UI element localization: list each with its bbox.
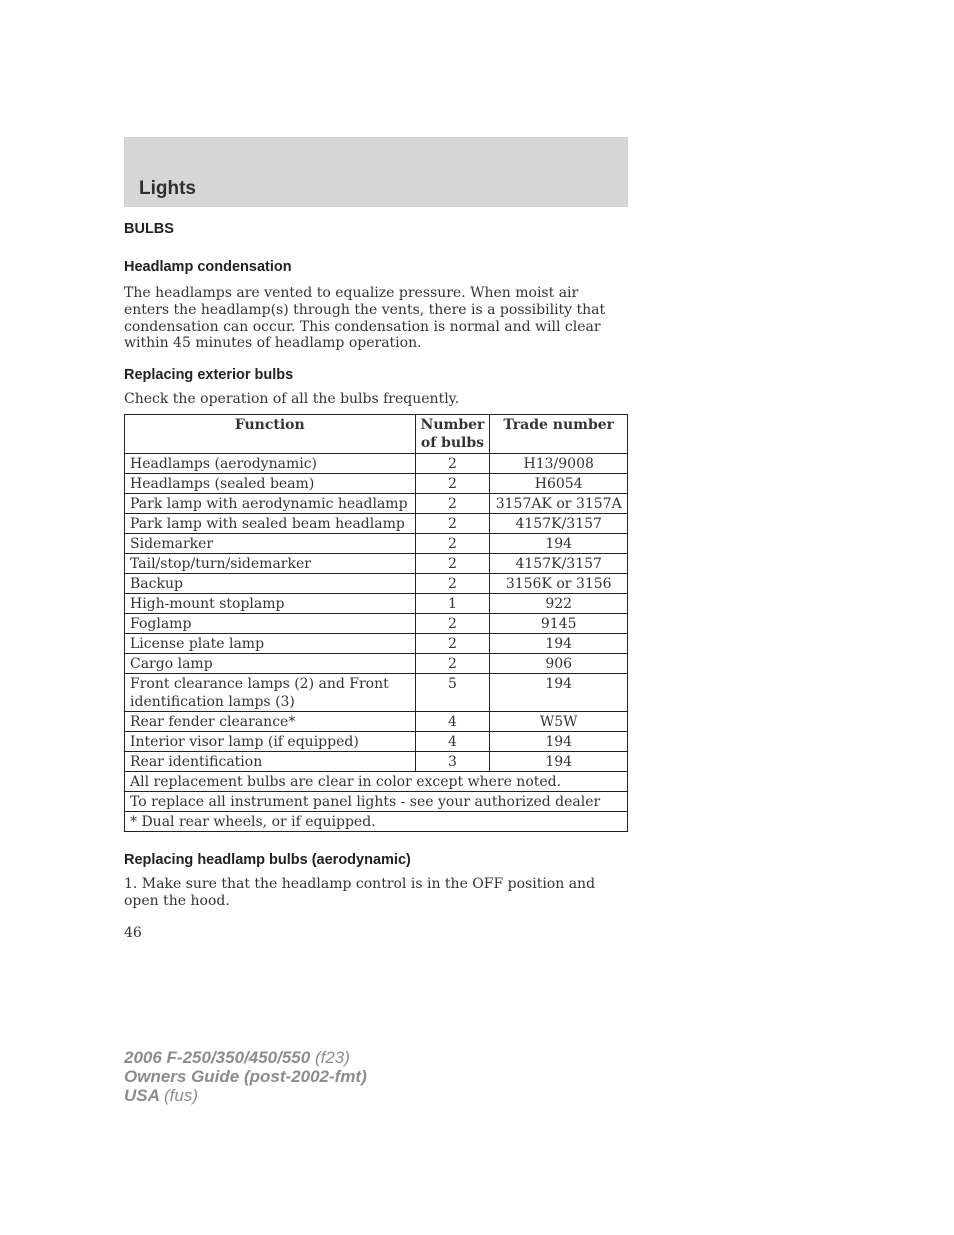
- cell-function: Interior visor lamp (if equipped): [125, 732, 416, 752]
- cell-number-of-bulbs: 2: [415, 554, 490, 574]
- table-note-row: [125, 772, 628, 792]
- column-header-trade-number: Trade number: [490, 415, 628, 454]
- table-row: [125, 614, 628, 634]
- replacing-paragraph: Check the operation of all the bulbs frequently.: [124, 391, 460, 407]
- table-row: [125, 514, 628, 534]
- cell-function: Tail/stop/turn/sidemarker: [125, 554, 416, 574]
- table-note-row: [125, 792, 628, 812]
- footer-model-code: (f23): [314, 1048, 350, 1067]
- table-row: [125, 674, 628, 712]
- footer-line-2: Owners Guide (post-2002-fmt): [124, 1067, 367, 1086]
- cell-trade-number: 922: [490, 594, 628, 614]
- table-note-row: [125, 812, 628, 832]
- cell-trade-number: 194: [490, 752, 628, 772]
- table-note: To replace all instrument panel lights - see your authorized dealer: [125, 792, 628, 812]
- cell-number-of-bulbs: 2: [415, 634, 490, 654]
- cell-function: Headlamps (aerodynamic): [125, 454, 416, 474]
- cell-number-of-bulbs: 5: [415, 674, 490, 712]
- footer-model: 2006 F-250/350/450/550: [124, 1048, 311, 1067]
- table-row: [125, 752, 628, 772]
- heading-headlamp-condensation: Headlamp condensation: [124, 259, 292, 275]
- cell-trade-number: 4157K/3157: [490, 514, 628, 534]
- cell-number-of-bulbs: 2: [415, 514, 490, 534]
- heading-replacing-headlamp-aerodynamic: Replacing headlamp bulbs (aerodynamic): [124, 852, 411, 868]
- table-row: [125, 732, 628, 752]
- cell-function: License plate lamp: [125, 634, 416, 654]
- cell-trade-number: 3156K or 3156: [490, 574, 628, 594]
- cell-function: Park lamp with sealed beam headlamp: [125, 514, 416, 534]
- table-note: * Dual rear wheels, or if equipped.: [125, 812, 628, 832]
- table-row: [125, 474, 628, 494]
- cell-function: Rear fender clearance*: [125, 712, 416, 732]
- section-title: Lights: [139, 178, 196, 199]
- cell-function: High-mount stoplamp: [125, 594, 416, 614]
- footer-region-code: (fus): [164, 1086, 198, 1105]
- cell-number-of-bulbs: 2: [415, 614, 490, 634]
- cell-trade-number: 194: [490, 534, 628, 554]
- cell-trade-number: W5W: [490, 712, 628, 732]
- cell-function: Front clearance lamps (2) and Front identification lamps (3): [125, 674, 416, 712]
- bulb-table: [124, 414, 628, 832]
- cell-trade-number: H6054: [490, 474, 628, 494]
- table-row: [125, 554, 628, 574]
- cell-trade-number: 194: [490, 732, 628, 752]
- cell-trade-number: 3157AK or 3157A: [490, 494, 628, 514]
- cell-number-of-bulbs: 2: [415, 574, 490, 594]
- cell-trade-number: 194: [490, 634, 628, 654]
- table-row: [125, 494, 628, 514]
- cell-number-of-bulbs: 2: [415, 534, 490, 554]
- cell-function: Backup: [125, 574, 416, 594]
- heading-replacing-exterior-bulbs: Replacing exterior bulbs: [124, 367, 294, 383]
- cell-number-of-bulbs: 4: [415, 732, 490, 752]
- cell-trade-number: 194: [490, 674, 628, 712]
- cell-function: Foglamp: [125, 614, 416, 634]
- cell-number-of-bulbs: 2: [415, 454, 490, 474]
- cell-function: Headlamps (sealed beam): [125, 474, 416, 494]
- aero-step-1: 1. Make sure that the headlamp control is in the OFF position and open the hood.: [124, 876, 596, 909]
- heading-bulbs: BULBS: [124, 221, 174, 237]
- condensation-paragraph: The headlamps are vented to equalize pressure. When moist air enters the headlamp(s) through the vents, there is a possibility that condensation can occur. This condensation is normal and will clear within 45 minutes of headlamp operation.: [124, 285, 606, 352]
- column-header-function: Function: [125, 415, 416, 454]
- cell-number-of-bulbs: 1: [415, 594, 490, 614]
- cell-trade-number: 4157K/3157: [490, 554, 628, 574]
- cell-function: Cargo lamp: [125, 654, 416, 674]
- footer-line-1: [124, 1048, 367, 1067]
- table-row: [125, 454, 628, 474]
- column-header-number-of-bulbs: Number of bulbs: [415, 415, 490, 454]
- table-row: [125, 712, 628, 732]
- footer-line-3: [124, 1086, 367, 1105]
- table-row: [125, 634, 628, 654]
- cell-number-of-bulbs: 2: [415, 474, 490, 494]
- table-row: [125, 594, 628, 614]
- table-row: [125, 654, 628, 674]
- section-header-band: [124, 137, 628, 207]
- cell-trade-number: H13/9008: [490, 454, 628, 474]
- cell-number-of-bulbs: 3: [415, 752, 490, 772]
- cell-number-of-bulbs: 4: [415, 712, 490, 732]
- table-header-row: [125, 415, 628, 454]
- footer-region: USA: [124, 1086, 160, 1105]
- document-footer: [124, 1048, 367, 1105]
- cell-trade-number: 9145: [490, 614, 628, 634]
- page-number: 46: [124, 925, 142, 941]
- table-row: [125, 574, 628, 594]
- table-row: [125, 534, 628, 554]
- cell-number-of-bulbs: 2: [415, 654, 490, 674]
- cell-number-of-bulbs: 2: [415, 494, 490, 514]
- cell-function: Rear identification: [125, 752, 416, 772]
- cell-trade-number: 906: [490, 654, 628, 674]
- cell-function: Park lamp with aerodynamic headlamp: [125, 494, 416, 514]
- cell-function: Sidemarker: [125, 534, 416, 554]
- table-note: All replacement bulbs are clear in color except where noted.: [125, 772, 628, 792]
